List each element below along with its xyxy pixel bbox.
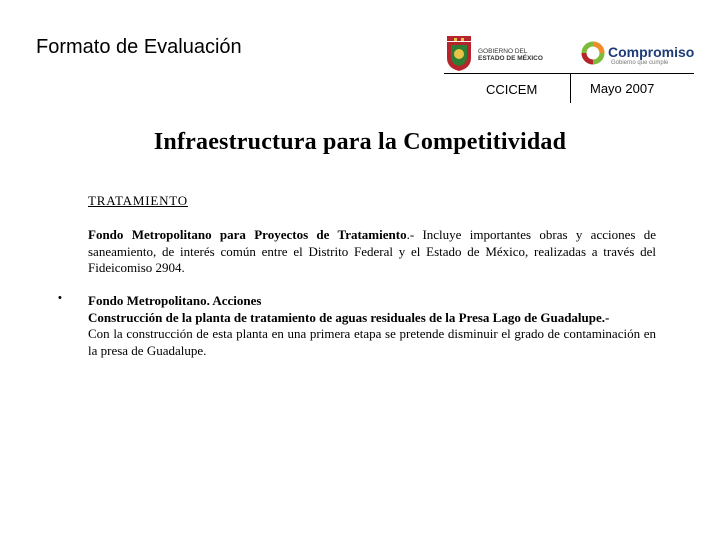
compromiso-ring-icon — [580, 40, 606, 66]
organization-code: CCICEM — [486, 82, 538, 97]
fondo-acciones-heading: Fondo Metropolitano. Acciones — [88, 293, 262, 308]
bullet-marker: • — [58, 292, 62, 304]
compromiso-wordmark: Compromiso — [608, 44, 695, 60]
gobierno-line-1: GOBIERNO DEL — [478, 48, 528, 55]
header-divider-horizontal — [444, 73, 694, 74]
paragraph-fondo-tratamiento — [88, 227, 656, 277]
fondo-tratamiento-text: .- Incluye importantes obras y acciones de saneamiento, de interés común entre el Distrito Federal y el Estado de México, realizadas a través del Fideicomiso 2904. — [88, 227, 656, 275]
document-date: Mayo 2007 — [590, 81, 655, 96]
section-heading: TRATAMIENTO — [88, 193, 188, 208]
compromiso-logo — [580, 36, 695, 72]
document-title: Formato de Evaluación — [36, 36, 242, 58]
planta-tratamiento-text: Con la construcción de esta planta en una primera etapa se pretende disminuir el grado de contaminación en la presa de Guadalupe. — [88, 326, 656, 358]
page-title: Infraestructura para la Competitividad — [153, 129, 567, 155]
header-divider-vertical — [570, 73, 571, 103]
gobierno-logo-text — [478, 48, 543, 62]
fondo-tratamiento-title: Fondo Metropolitano para Proyectos de Tratamiento — [88, 227, 407, 242]
compromiso-tagline: Gobierno que cumple — [611, 60, 669, 66]
estado-mexico-seal-icon — [444, 34, 474, 72]
paragraph-fondo-acciones — [88, 293, 656, 359]
planta-tratamiento-title: Construcción de la planta de tratamiento de aguas residuales de la Presa Lago de Guadalupe.- — [88, 309, 610, 325]
gobierno-line-2: ESTADO DE MÉXICO — [478, 55, 543, 62]
gobierno-estado-mexico-logo — [444, 34, 562, 74]
